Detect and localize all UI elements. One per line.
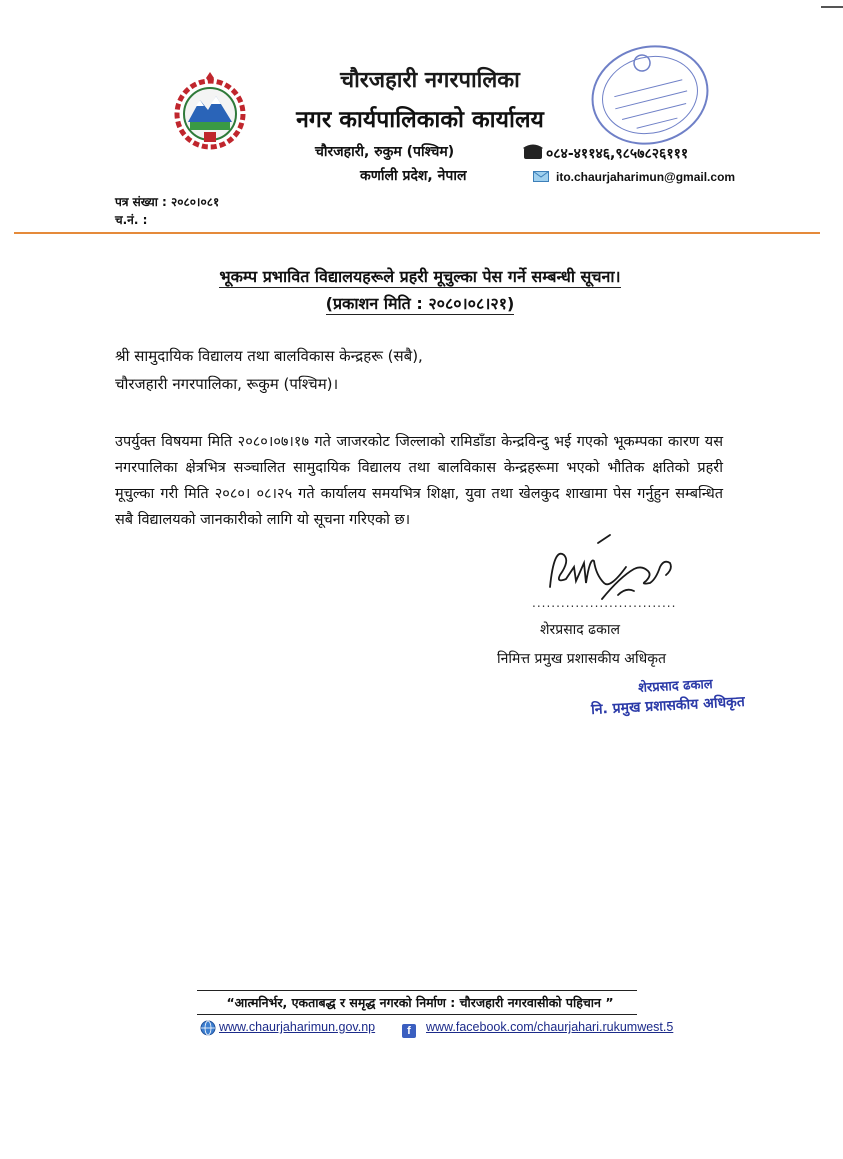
signature-line: .............................. [532, 596, 677, 610]
footer-rule-bottom [197, 1014, 637, 1015]
globe-icon [200, 1020, 216, 1036]
stamp-signer-name: शेरप्रसाद ढकाल [637, 677, 714, 696]
signer-title: निमित्त प्रमुख प्रशासकीय अधिकृत [497, 651, 666, 667]
footer-slogan: “आत्मनिर्भर, एकताबद्ध र समृद्ध नगरको निर्माण : चौरजहारी नगरवासीको पहिचान ” [226, 995, 614, 1010]
publication-date [110, 292, 730, 314]
office-name: नगर कार्यपालिकाको कार्यालय [296, 107, 544, 133]
publication-date-text: (प्रकाशन मिति : २०८०।०८।२१) [325, 294, 515, 313]
footer-rule-top [197, 990, 637, 991]
notice-subject-text: भूकम्प प्रभावित विद्यालयहरूले प्रहरी मूचुल्का पेस गर्ने सम्बन्धी सूचना। [219, 267, 621, 286]
addressee-line-2: चौरजहारी नगरपालिका, रूकुम (पश्चिम)। [115, 375, 339, 393]
signer-name: शेरप्रसाद ढकाल [540, 622, 620, 638]
letter-number: पत्र संख्या : २०८०।०८१ [115, 195, 220, 209]
phone-number: ०८४-४११४६,९८५७८२६१११ [546, 146, 689, 162]
address-line-2: कर्णाली प्रदेश, नेपाल [360, 168, 467, 184]
email-icon [533, 171, 549, 182]
facebook-icon: f [402, 1024, 416, 1038]
header-divider [14, 232, 820, 234]
website-link[interactable]: www.chaurjaharimun.gov.np [219, 1020, 376, 1034]
notice-body: उपर्युक्त विषयमा मिति २०८०।०७।१७ गते जाजरकोट जिल्लाको रामिडाँडा केन्द्रविन्दु भई गएको भूकम्पका कारण यस नगरपालिका क्षेत्रभित्र सञ्चालित सामुदायिक विद्यालय तथा बालविकास केन्द्रहरूमा भएको भौतिक क्षतिको प्रहरी मूचुल्का गरी मिति २०८०। ०८।२५ गते कार्यालय समयभित्र शिक्षा, युवा तथा खेलकुद शाखामा पेस गर्नुहुन सम्बन्धित सबै विद्यालयको जानकारीको लागि यो सूचना गरिएको छ। [115, 434, 723, 528]
phone-icon [522, 142, 544, 160]
dispatch-number: च.नं. : [115, 213, 148, 227]
round-stamp-icon [585, 38, 715, 153]
stamp-signer-title: नि. प्रमुख प्रशासकीय अधिकृत [590, 693, 746, 719]
facebook-link[interactable]: www.facebook.com/chaurjahari.rukumwest.5 [426, 1020, 674, 1034]
org-name: चौरजहारी नगरपालिका [340, 68, 520, 93]
addressee-line-1: श्री सामुदायिक विद्यालय तथा बालविकास केन्द्रहरू (सबै), [115, 347, 423, 365]
address-line-1: चौरजहारी, रुकुम (पश्चिम) [315, 144, 455, 160]
notice-subject [110, 265, 730, 287]
email-address[interactable]: ito.chaurjaharimun@gmail.com [556, 170, 736, 184]
scan-corner-mark [821, 6, 843, 8]
nepal-emblem-icon [170, 70, 250, 150]
